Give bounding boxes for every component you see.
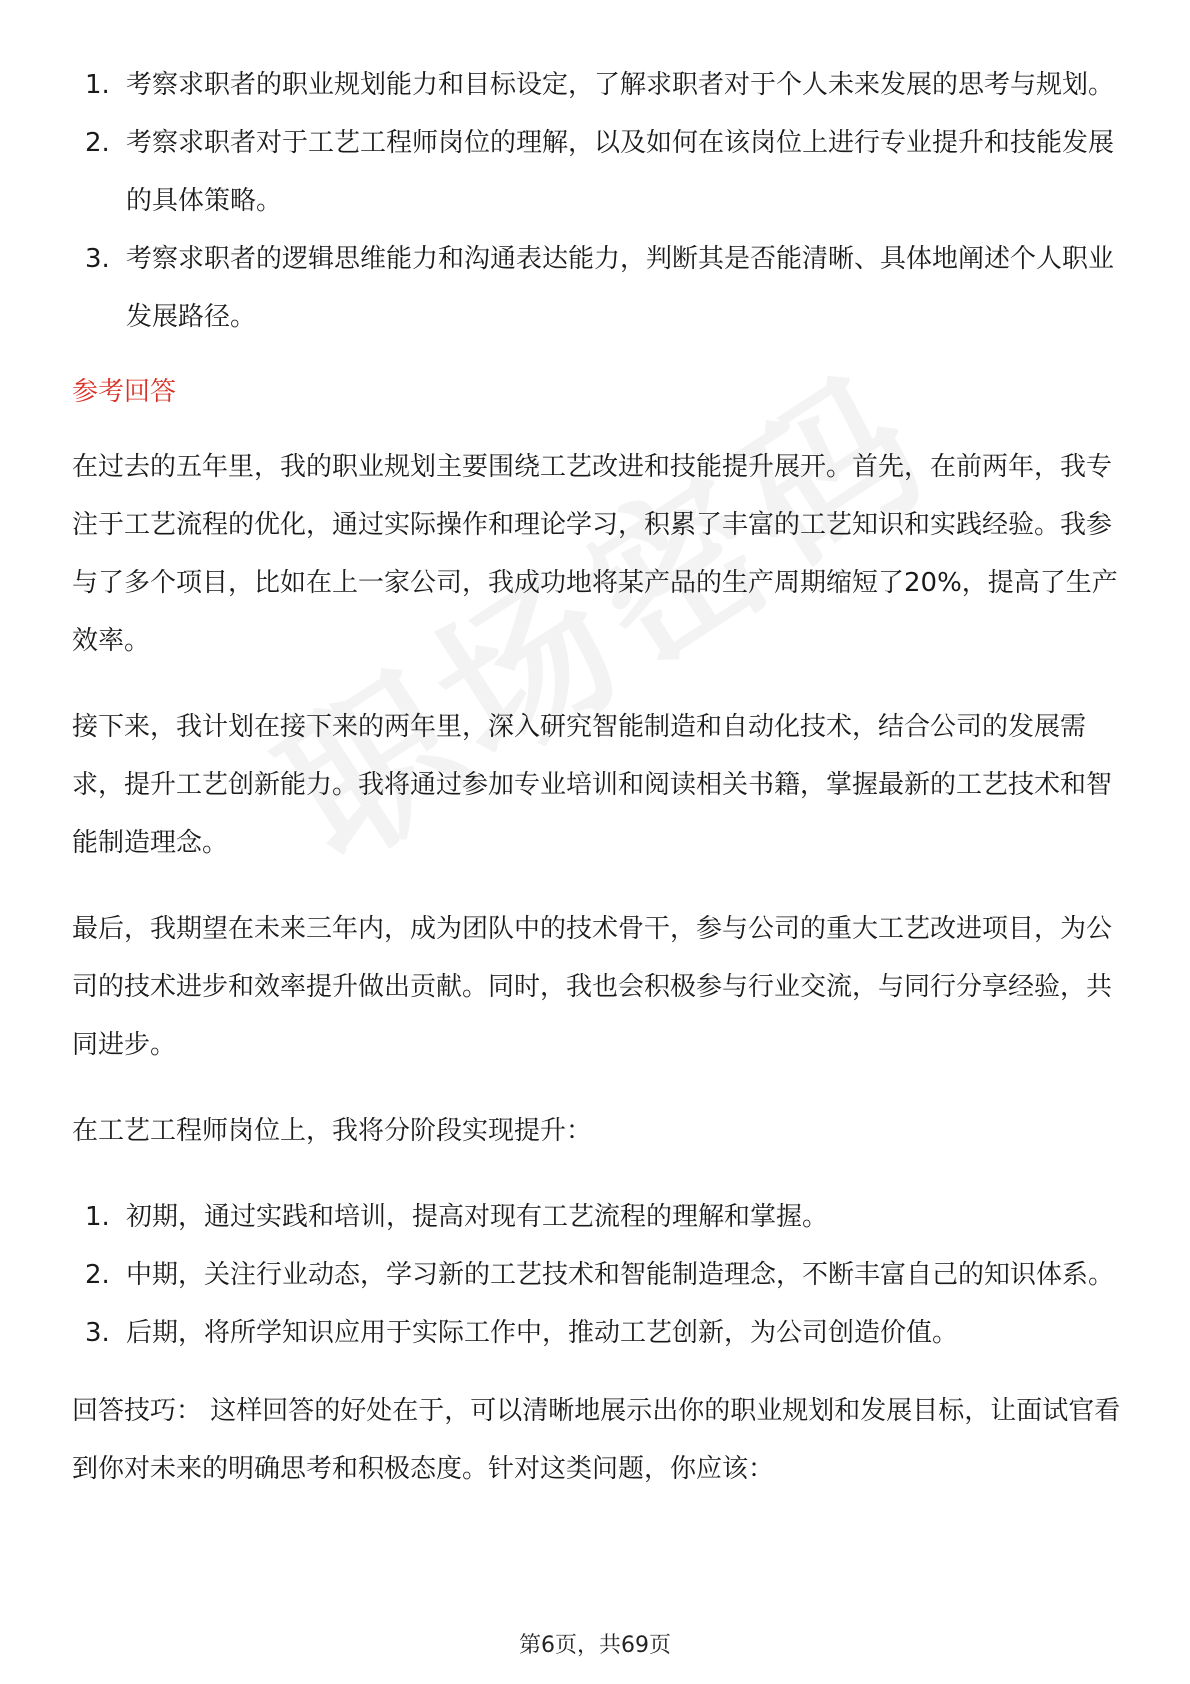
paragraph: 最后，我期望在未来三年内，成为团队中的技术骨干，参与公司的重大工艺改进项目，为公司的技术进步和效率提升做出贡献。同时，我也会积极参与行业交流，与同行分享经验，共同进步。 xyxy=(72,914,1113,1060)
intro-list xyxy=(72,56,1122,346)
list-item-text: 后期，将所学知识应用于实际工作中，推动工艺创新，为公司创造价值。 xyxy=(126,1318,959,1348)
list-item-text: 中期，关注行业动态，学习新的工艺技术和智能制造理念，不断丰富自己的知识体系。 xyxy=(126,1260,1115,1290)
stage-list xyxy=(72,1188,1122,1362)
paragraph: 接下来，我计划在接下来的两年里，深入研究智能制造和自动化技术，结合公司的发展需求，提升工艺创新能力。我将通过参加专业培训和阅读相关书籍，掌握最新的工艺技术和智能制造理念。 xyxy=(72,712,1113,858)
list-number: 3. xyxy=(85,244,110,274)
list-item-text: 考察求职者对于工艺工程师岗位的理解，以及如何在该岗位上进行专业提升和技能发展的具体策略。 xyxy=(126,128,1115,216)
list-item xyxy=(72,1188,1122,1246)
paragraph: 在工艺工程师岗位上，我将分阶段实现提升： xyxy=(72,1116,593,1146)
page-number: 第6页，共69页 xyxy=(519,1633,671,1658)
list-item xyxy=(72,1304,1122,1362)
section-heading: 参考回答 xyxy=(72,377,177,407)
list-item xyxy=(72,1246,1122,1304)
list-item-text: 考察求职者的职业规划能力和目标设定，了解求职者对于个人未来发展的思考与规划。 xyxy=(126,70,1115,100)
list-item xyxy=(72,114,1122,230)
list-number: 2. xyxy=(85,1260,110,1290)
list-item xyxy=(72,230,1122,346)
list-number: 2. xyxy=(85,128,110,158)
list-item-text: 考察求职者的逻辑思维能力和沟通表达能力，判断其是否能清晰、具体地阐述个人职业发展路径。 xyxy=(126,244,1115,332)
list-number: 1. xyxy=(85,1202,110,1232)
list-item xyxy=(72,56,1122,114)
list-item-text: 初期，通过实践和培训，提高对现有工艺流程的理解和掌握。 xyxy=(126,1202,829,1232)
list-number: 3. xyxy=(85,1318,110,1348)
document-body xyxy=(72,56,1122,1526)
answer-tip: 回答技巧： 这样回答的好处在于，可以清晰地展示出你的职业规划和发展目标，让面试官看到你对未来的明确思考和积极态度。针对这类问题，你应该： xyxy=(72,1396,1121,1484)
list-number: 1. xyxy=(85,70,110,100)
paragraph: 在过去的五年里，我的职业规划主要围绕工艺改进和技能提升展开。首先，在前两年，我专注于工艺流程的优化，通过实际操作和理论学习，积累了丰富的工艺知识和实践经验。我参与了多个项目，比如在上一家公司，我成功地将某产品的生产周期缩短了20%，提高了生产效率。 xyxy=(72,452,1118,656)
